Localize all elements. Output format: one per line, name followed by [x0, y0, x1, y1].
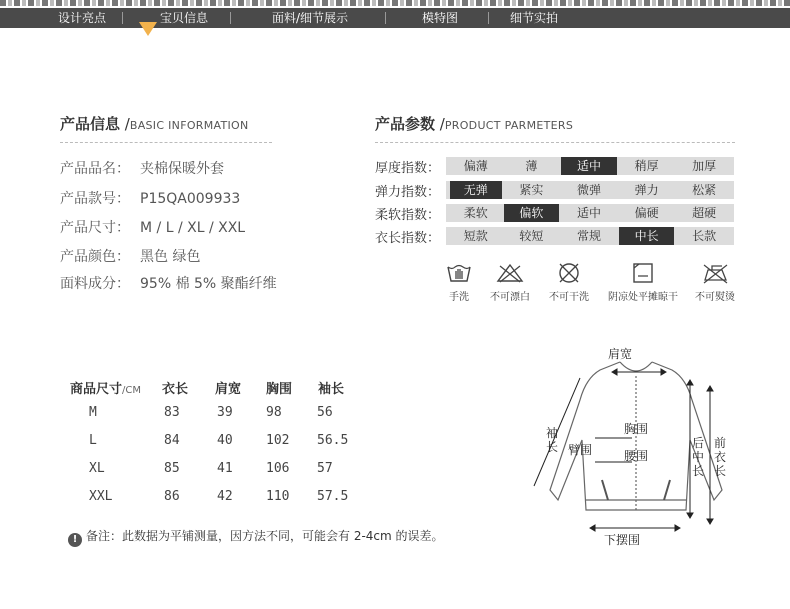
param-scale [446, 204, 734, 222]
size-table-cell: 106 [266, 461, 290, 476]
care-no-bleach: 不可漂白 [487, 262, 533, 303]
label-waist: 腰围 [624, 449, 649, 463]
size-table-cell: 98 [266, 405, 282, 420]
label-chest: 胸围 [624, 422, 649, 436]
nav-separator [488, 12, 489, 24]
param-label: 弹力指数： [375, 185, 441, 200]
size-table-cell: 39 [217, 405, 233, 420]
size-table-cell: 57 [317, 461, 333, 476]
nav-item-design[interactable]: 设计亮点 [58, 11, 107, 25]
size-table-size: XXL [89, 489, 113, 504]
param-option: 超硬 [692, 206, 717, 220]
care-shade-dry: 阴凉处平摊晾干 [604, 262, 682, 303]
shade-dry-icon [631, 262, 655, 284]
size-table-cell: 56 [317, 405, 333, 420]
params-divider [375, 142, 735, 143]
size-table-col-length: 衣长 [162, 382, 189, 397]
param-option: 长款 [692, 229, 717, 243]
nav-separator [230, 12, 231, 24]
jacket-collar [620, 362, 652, 371]
nav-separator [122, 12, 123, 24]
size-table-cell: 41 [217, 461, 233, 476]
nav-bar [0, 8, 790, 28]
param-option-selected: 偏软 [504, 204, 560, 222]
info-icon: ! [68, 533, 82, 547]
size-table-cell: 84 [164, 433, 180, 448]
decorative-chain-border [0, 0, 790, 6]
nav-item-detail[interactable]: 细节实拍 [510, 11, 559, 25]
hand-wash-icon [445, 262, 473, 284]
size-table-cell: 86 [164, 489, 180, 504]
info-row-fabric: 面料成分： 95% 棉 5% 聚酯纤维 [60, 276, 277, 292]
info-divider [60, 142, 272, 143]
nav-item-product-info[interactable]: 宝贝信息 [160, 11, 209, 25]
nav-active-pointer [139, 22, 157, 36]
label-hem: 下摆围 [604, 533, 641, 547]
param-option: 加厚 [692, 159, 717, 173]
note-text: 备注：此数据为平铺测量，因方法不同，可能会有 2-4cm 的误差。 [86, 529, 444, 543]
care-no-dry-clean: 不可干洗 [546, 262, 592, 303]
param-option-selected: 中长 [619, 227, 675, 245]
size-table-col-shoulder: 肩宽 [215, 382, 242, 397]
size-table-size: XL [89, 461, 105, 476]
label-back-length: 后中长 [691, 436, 704, 478]
info-row-name: 产品品名： 夹棉保暖外套 [60, 161, 224, 177]
size-table-cell: 85 [164, 461, 180, 476]
info-row-color: 产品颜色： 黑色 绿色 [60, 249, 201, 265]
no-dry-clean-icon [556, 262, 582, 284]
param-option: 微弹 [576, 183, 601, 197]
info-row-sku: 产品款号： P15QA009933 [60, 191, 241, 207]
info-row-size: 产品尺寸： M / L / XL / XXL [60, 220, 246, 236]
label-sleeve: 袖长 [545, 426, 558, 454]
size-table-cell: 110 [266, 489, 290, 504]
nav-separator [385, 12, 386, 24]
nav-item-fabric[interactable]: 面料/细节展示 [272, 11, 349, 25]
size-table-cell: 56.5 [317, 433, 349, 448]
param-label: 衣长指数： [375, 231, 441, 246]
param-option: 适中 [576, 206, 601, 220]
param-option-selected: 适中 [561, 157, 617, 175]
size-table-size: M [89, 405, 97, 420]
param-option: 稍厚 [634, 159, 659, 173]
param-option: 薄 [525, 159, 538, 173]
param-scale [446, 157, 734, 175]
params-section-title: 产品参数 /PRODUCT PARMETERS [375, 115, 574, 133]
param-label: 柔软指数： [375, 208, 441, 223]
size-table-header-label: 商品尺寸/CM [70, 382, 141, 397]
param-option: 较短 [519, 229, 544, 243]
param-scale [446, 227, 734, 245]
param-option: 偏硬 [634, 206, 659, 220]
label-armhole: 臂围 [568, 443, 593, 457]
param-option-selected: 无弹 [450, 181, 502, 199]
param-option: 短款 [463, 229, 488, 243]
param-option: 偏薄 [463, 159, 488, 173]
size-table-cell: 83 [164, 405, 180, 420]
no-iron-icon [700, 262, 730, 284]
label-shoulder: 肩宽 [608, 347, 633, 361]
size-table-col-sleeve: 袖长 [318, 382, 345, 397]
size-table-cell: 57.5 [317, 489, 349, 504]
param-option: 弹力 [634, 183, 659, 197]
nav-item-model[interactable]: 模特图 [422, 11, 459, 25]
param-label: 厚度指数： [375, 161, 441, 176]
measurement-note [68, 527, 444, 547]
param-scale [446, 181, 734, 199]
size-table-col-chest: 胸围 [266, 382, 293, 397]
param-option: 紧实 [519, 183, 544, 197]
size-table-size: L [89, 433, 97, 448]
size-table-cell: 42 [217, 489, 233, 504]
param-option: 常规 [576, 229, 601, 243]
label-front-length: 前衣长 [713, 436, 726, 478]
size-table-cell: 102 [266, 433, 290, 448]
care-hand-wash: 手洗 [441, 262, 477, 303]
size-table-cell: 40 [217, 433, 233, 448]
param-option: 柔软 [463, 206, 488, 220]
care-no-iron: 不可熨烫 [692, 262, 738, 303]
param-option: 松紧 [692, 183, 717, 197]
no-bleach-icon [495, 262, 525, 284]
info-section-title: 产品信息 /BASIC INFORMATION [60, 115, 249, 133]
